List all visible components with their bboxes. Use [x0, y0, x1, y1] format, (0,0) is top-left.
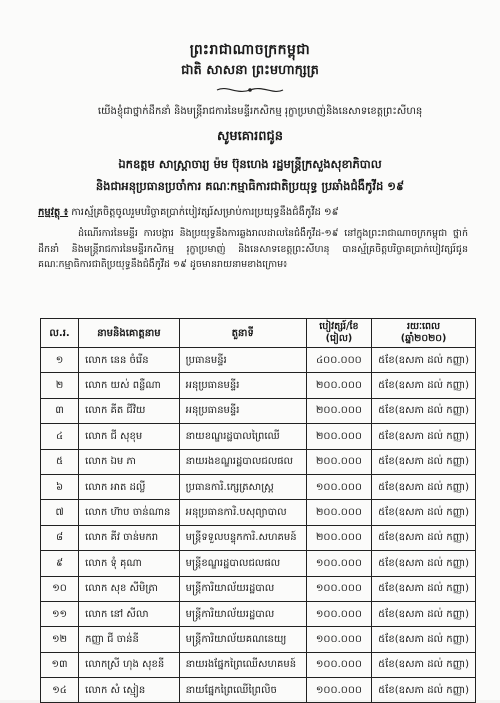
table-body — [41, 348, 476, 703]
cell-no: ៦ — [41, 474, 79, 499]
cell-no: ៨ — [41, 525, 79, 550]
ornament-divider-icon — [215, 84, 285, 96]
table-row — [41, 500, 476, 525]
header-amount-line1: បៀវត្សរ៍/ខែ — [319, 321, 359, 332]
cell-name: លោក គីវ ចាន់មករា — [79, 525, 180, 550]
cell-period: ៥ខែ(ឧសភា ដល់ កញ្ញា) — [372, 601, 476, 626]
table-row — [41, 398, 476, 423]
subject-line — [38, 206, 470, 220]
cell-no: ១៣ — [41, 652, 79, 677]
subject-text: ការស្ម័គ្រចិត្តចូលរួមបរិច្ចាគប្រាក់បៀវត្សរ៍សម្រាប់ការប្រយុទ្ធនឹងជំងឺកូវីដ ១៩ — [71, 207, 339, 218]
cell-no: ៣ — [41, 398, 79, 423]
cell-amount: ២០០.០០០ — [306, 525, 371, 550]
cell-amount: ១០០.០០០ — [306, 576, 371, 601]
cell-no: ១៤ — [41, 678, 79, 703]
respect-heading: សូមគោរពជូន — [216, 129, 283, 144]
cell-position: មន្ត្រីការិយាល័យរដ្ឋបាល — [179, 576, 306, 601]
header-no: ល.រ. — [41, 319, 79, 348]
cell-no: ៥ — [41, 449, 79, 474]
cell-period: ៥ខែ(ឧសភា ដល់ កញ្ញា) — [372, 373, 476, 398]
cell-position: មន្ត្រីទទួលបន្ទុកការិ.សហគមន៍ — [179, 525, 306, 550]
cell-name: លោក យស់ ពន្លឺណា — [79, 373, 180, 398]
table-row — [41, 373, 476, 398]
table-row — [41, 627, 476, 652]
body-paragraph: ដំណើរការនៃមន្ទីរ ការបង្ការ និងប្រយុទ្ធនឹងការឆ្លងរាលដាលនៃជំងឺកូវីដ-១៩ នៅក្នុងព្រះរាជាណាចក្រកម្ពុជា ថ្នាក់ដឹកនាំ និងមន្ត្រីរាជការនៃមន្ទីរកសិកម្ម រុក្ខាប្រមាញ់ និងនេសាទខេត្តព្រះសីហនុ បានស្ម័គ្រចិត្តបរិច្ចាគប្រាក់បៀវត្សរ៍ជូនគណៈកម្មាធិការជាតិប្រយុទ្ធនឹងជំងឺកូវីដ ១៩ ដូចមានរាយនាមខាងក្រោម៖ — [38, 228, 468, 270]
cell-period: ៥ខែ(ឧសភា ដល់ កញ្ញា) — [372, 424, 476, 449]
cell-amount: ៤០០.០០០ — [306, 348, 371, 373]
table-header-row — [41, 319, 476, 348]
cell-position: អនុប្រធានការិ.បសុព្យាបាល — [179, 500, 306, 525]
addressee-line-1: ឯកឧត្តម សាស្ត្រាចារ្យ ម៉ម ប៊ុនហេង រដ្ឋមន្ត្រីក្រសួងសុខាភិបាល — [118, 157, 382, 171]
header-period-line2: (ឆ្នាំ២០២០) — [400, 333, 447, 344]
cell-amount: ១០០.០០០ — [306, 652, 371, 677]
cell-amount: ២០០.០០០ — [306, 398, 371, 423]
kingdom-title: ព្រះរាជាណាចក្រកម្ពុជា — [189, 42, 311, 58]
table-row — [41, 348, 476, 373]
cell-no: ១១ — [41, 601, 79, 626]
cell-amount: ១០០.០០០ — [306, 601, 371, 626]
cell-name: លោក គីត ជីវិយ — [79, 398, 180, 423]
table-row — [41, 601, 476, 626]
header-amount-line2: (រៀល) — [325, 333, 353, 344]
intro-line: យើងខ្ញុំជាថ្នាក់ដឹកនាំ និងមន្ត្រីរាជការនៃមន្ទីរកសិកម្ម រុក្ខាប្រមាញ់និងនេសាទខេត្តព្រះសីហនុ — [97, 106, 423, 117]
cell-position: មន្ត្រីការិយាល័យរដ្ឋបាល — [179, 601, 306, 626]
table-row — [41, 652, 476, 677]
cell-position: ប្រធានមន្ទីរ — [179, 348, 306, 373]
cell-name: លោក ហ៊ាប ចាន់ណាន — [79, 500, 180, 525]
header-period-line1: រយៈពេល — [407, 321, 441, 332]
cell-period: ៥ខែ(ឧសភា ដល់ កញ្ញា) — [372, 474, 476, 499]
table-row — [41, 525, 476, 550]
cell-no: ១០ — [41, 576, 79, 601]
cell-amount: ១០០.០០០ — [306, 474, 371, 499]
table-row — [41, 678, 476, 703]
addressee-block — [30, 153, 470, 197]
cell-amount: ១០០.០០០ — [306, 678, 371, 703]
cell-name: លោក ជី សុខុម — [79, 424, 180, 449]
donation-table — [40, 318, 476, 703]
cell-amount: ២០០.០០០ — [306, 500, 371, 525]
cell-name: លោក ទុំ គុណា — [79, 551, 180, 576]
cell-period: ៥ខែ(ឧសភា ដល់ កញ្ញា) — [372, 449, 476, 474]
cell-name: លោក អាត ដល្លី — [79, 474, 180, 499]
cell-period: ៥ខែ(ឧសភា ដល់ កញ្ញា) — [372, 678, 476, 703]
cell-name: លោក ឯម ភា — [79, 449, 180, 474]
cell-period: ៥ខែ(ឧសភា ដល់ កញ្ញា) — [372, 348, 476, 373]
cell-amount: ២០០.០០០ — [306, 373, 371, 398]
cell-name: លោក សំ ស្មៀន — [79, 678, 180, 703]
table-row — [41, 424, 476, 449]
cell-period: ៥ខែ(ឧសភា ដល់ កញ្ញា) — [372, 576, 476, 601]
cell-amount: ១០០.០០០ — [306, 627, 371, 652]
cell-period: ៥ខែ(ឧសភា ដល់ កញ្ញា) — [372, 398, 476, 423]
cell-position: មន្ត្រីខណ្ឌរដ្ឋបាលជលផល — [179, 551, 306, 576]
cell-period: ៥ខែ(ឧសភា ដល់ កញ្ញា) — [372, 525, 476, 550]
table-row — [41, 576, 476, 601]
cell-period: ៥ខែ(ឧសភា ដល់ កញ្ញា) — [372, 627, 476, 652]
cell-no: ៤ — [41, 424, 79, 449]
cell-position: ប្រធានការិ.ក្សេត្រសាស្ត្រ — [179, 474, 306, 499]
cell-position: អនុប្រធានមន្ទីរ — [179, 373, 306, 398]
table-row — [41, 551, 476, 576]
table-row — [41, 449, 476, 474]
cell-period: ៥ខែ(ឧសភា ដល់ កញ្ញា) — [372, 652, 476, 677]
cell-name: លោក សុខ សីមិត្រា — [79, 576, 180, 601]
cell-no: ៩ — [41, 551, 79, 576]
header-name: នាមនិងគោត្តនាម — [79, 319, 180, 348]
cell-position: មន្ត្រីការិយាល័យគណនេយ្យ — [179, 627, 306, 652]
addressee-line-2: និងជាអនុប្រធានប្រចាំការ គណៈកម្មាធិការជាតិប្រយុទ្ធ ប្រឆាំងជំងឺកូវីដ ១៩ — [95, 179, 405, 193]
cell-no: ១ — [41, 348, 79, 373]
cell-position: នាយរងខណ្ឌរដ្ឋបាលជលផល — [179, 449, 306, 474]
cell-amount: ១០០.០០០ — [306, 551, 371, 576]
cell-position: អនុប្រធានមន្ទីរ — [179, 398, 306, 423]
cell-no: ១២ — [41, 627, 79, 652]
cell-name: លោក នេន ចំរើន — [79, 348, 180, 373]
cell-period: ៥ខែ(ឧសភា ដល់ កញ្ញា) — [372, 500, 476, 525]
subject-label: កម្មវត្ថុ ៖ — [38, 207, 69, 218]
cell-no: ៧ — [41, 500, 79, 525]
table-row — [41, 474, 476, 499]
cell-amount: ២០០.០០០ — [306, 449, 371, 474]
header-amount — [306, 319, 371, 348]
cell-period: ៥ខែ(ឧសភា ដល់ កញ្ញា) — [372, 551, 476, 576]
cell-name: លោកស្រី ហុង សុខនី — [79, 652, 180, 677]
cell-no: ២ — [41, 373, 79, 398]
cell-position: នាយរងផ្នែកព្រៃឈើសហគមន៍ — [179, 652, 306, 677]
national-motto: ជាតិ សាសនា ព្រះមហាក្សត្រ — [181, 63, 319, 78]
header-position: តួនាទី — [179, 319, 306, 348]
cell-amount: ២០០.០០០ — [306, 424, 371, 449]
cell-position: នាយខណ្ឌរដ្ឋបាលព្រៃឈើ — [179, 424, 306, 449]
cell-position: នាយផ្នែកព្រៃឈើព្រៃលិច — [179, 678, 306, 703]
header-period — [372, 319, 476, 348]
cell-name: លោក នៅ សីលា — [79, 601, 180, 626]
cell-name: កញ្ញា ជី ចាន់នី — [79, 627, 180, 652]
